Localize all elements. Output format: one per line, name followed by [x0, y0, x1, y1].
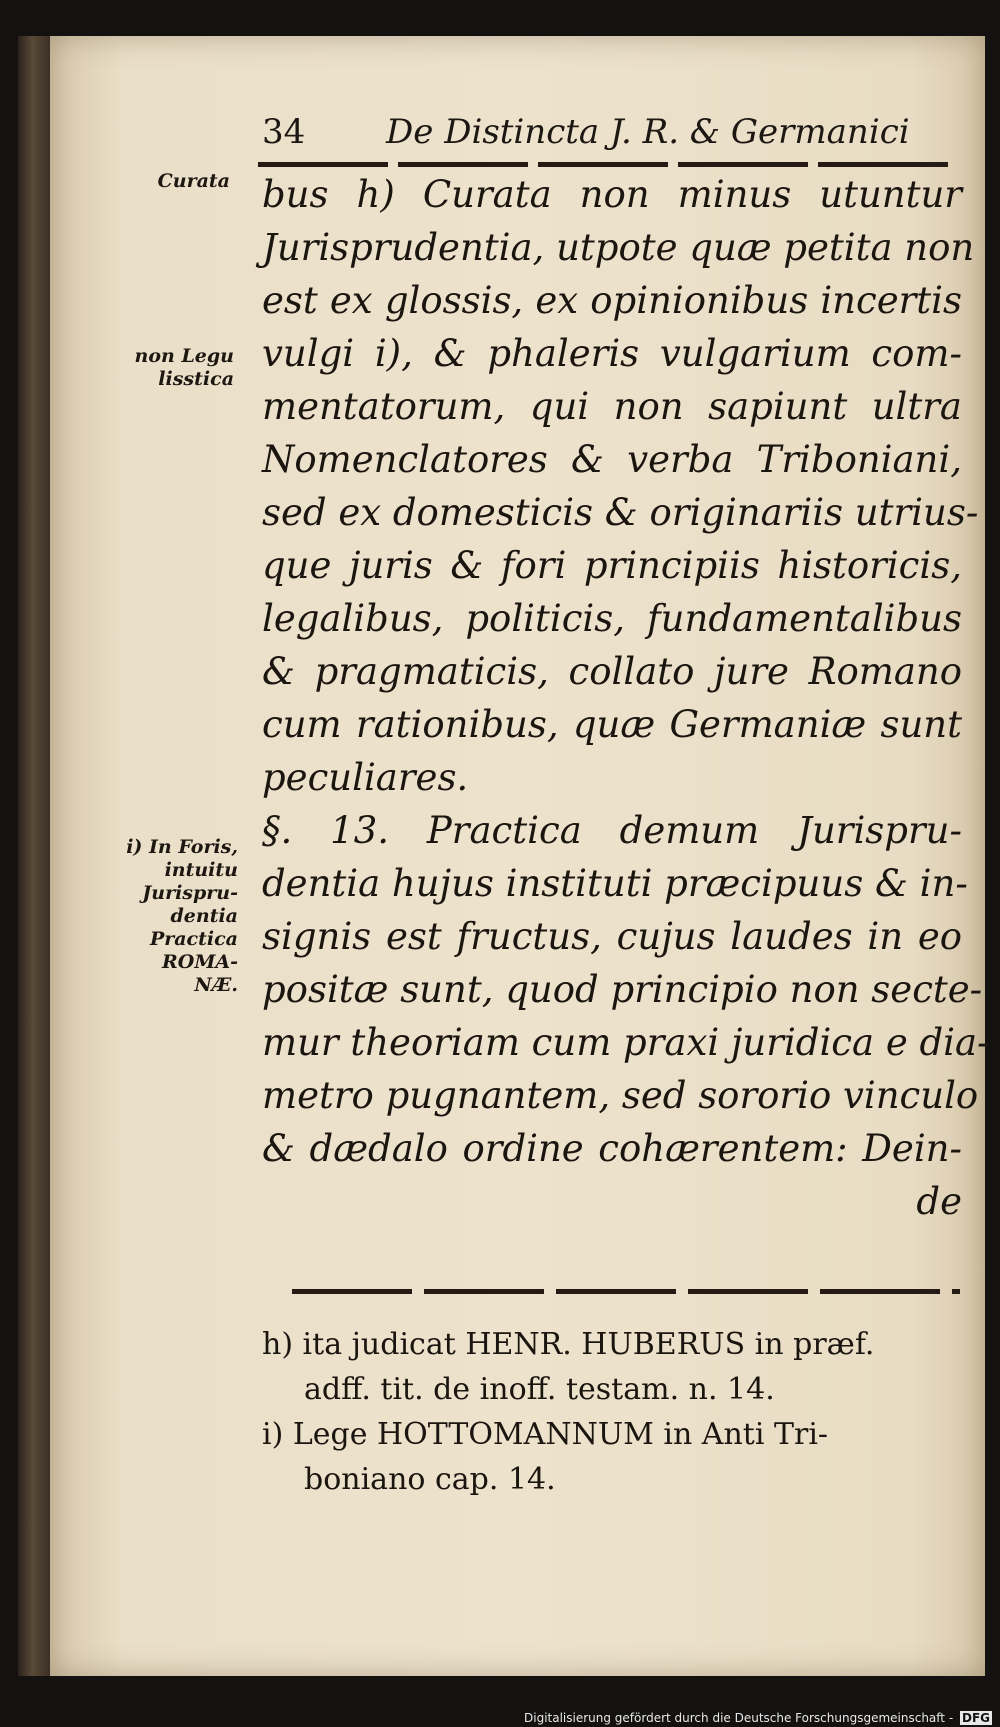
dfg-logo: DFG — [961, 1711, 990, 1725]
text-line: dentia hujus instituti præcipuus & in- — [262, 862, 968, 905]
text-line: cum rationibus, quæ Germaniæ sunt — [262, 703, 962, 746]
page-number: 34 — [262, 112, 306, 152]
text-line: metro pugnantem, sed sororio vinculo — [262, 1074, 979, 1117]
text-line: mur theoriam cum praxi juridica e dia- — [262, 1021, 990, 1064]
footnote-rule — [292, 1289, 960, 1294]
footnotes — [262, 1322, 962, 1502]
text-line: que juris & fori principiis historicis, — [262, 544, 962, 587]
text-line: est ex glossis, ex opinionibus incertis — [262, 279, 962, 322]
text-line: & dædalo ordine cohærentem: Dein- — [262, 1127, 962, 1170]
marginal-note-1: Curata — [157, 170, 230, 192]
footnote-line: i) Lege HOTTOMANNUM in Anti Tri- — [262, 1417, 829, 1452]
book-spine — [18, 36, 50, 1676]
footnote-line: boniano cap. 14. — [304, 1462, 556, 1497]
text-line: sed ex domesticis & originariis utrius- — [262, 491, 979, 534]
digitization-credit — [524, 1711, 992, 1725]
text-line: & pragmaticis, collato jure Romano — [262, 650, 962, 693]
text-line: §. 13. Practica demum Jurispru- — [262, 809, 962, 852]
text-line: mentatorum, qui non sapiunt ultra — [262, 385, 962, 428]
text-line: signis est fructus, cujus laudes in eo — [262, 915, 962, 958]
main-text — [262, 168, 990, 1228]
running-title: De Distincta J. R. & Germanici — [386, 112, 910, 152]
text-line: vulgi i), & phaleris vulgarium com- — [262, 332, 962, 375]
marginal-note-2: non Legu lisstica — [134, 345, 234, 390]
text-line: positæ sunt, quod principio non secte- — [262, 968, 983, 1011]
text-line: Nomenclatores & verba Triboniani, — [262, 438, 962, 481]
credit-text: Digitalisierung gefördert durch die Deutsche Forschungsgemeinschaft - — [524, 1711, 954, 1725]
running-head — [262, 112, 962, 158]
text-line: legalibus, politicis, fundamentalibus — [262, 597, 962, 640]
marginal-note-3: i) In Foris, intuitu Jurispru- dentia Practica ROMA- NÆ. — [126, 836, 238, 996]
text-line: bus h) Curata non minus utuntur — [262, 173, 962, 216]
text-line: peculiares. — [262, 756, 469, 799]
catchword: de — [916, 1180, 962, 1223]
footnote-line: h) ita judicat HENR. HUBERUS in præf. — [262, 1327, 875, 1362]
header-rule — [258, 162, 958, 167]
text-line: Jurisprudentia, utpote quæ petita non — [262, 226, 975, 269]
footnote-line: adff. tit. de inoff. testam. n. 14. — [304, 1372, 775, 1407]
